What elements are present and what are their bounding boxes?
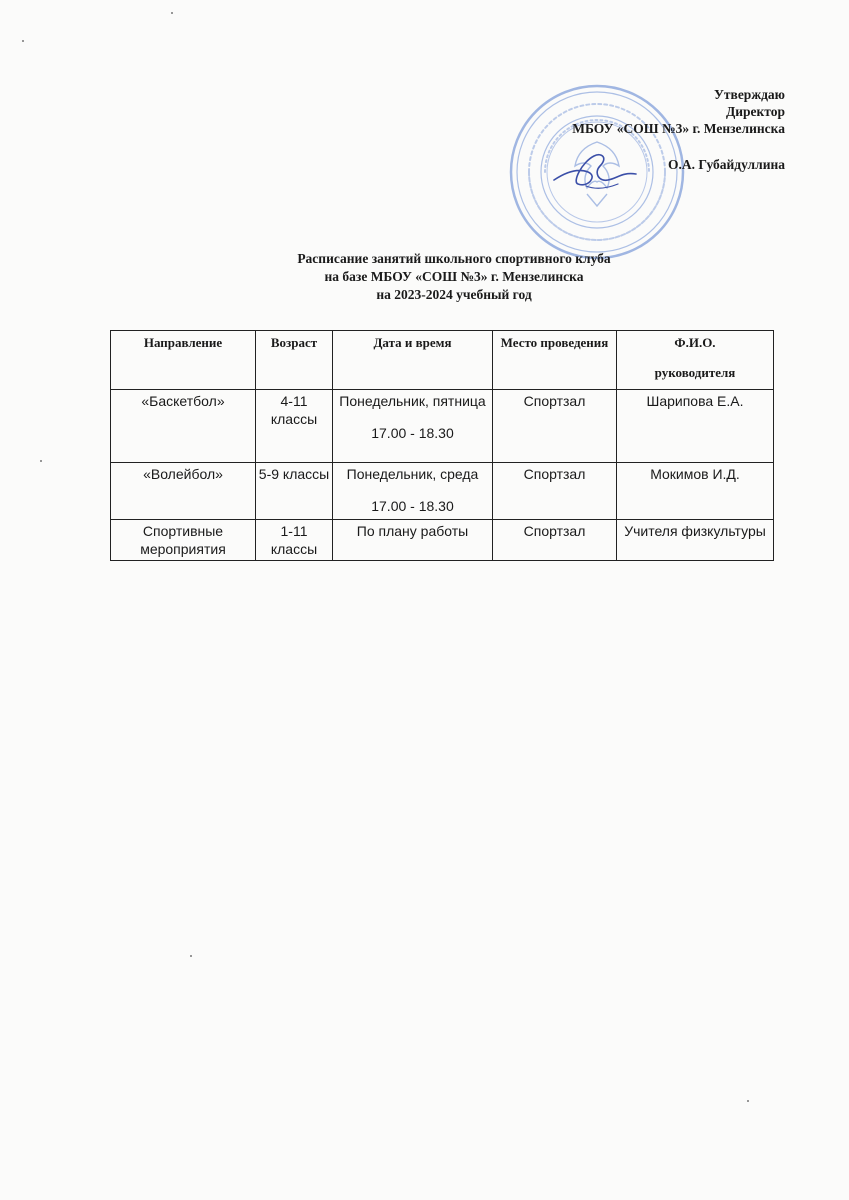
header-direction: Направление: [111, 331, 256, 390]
cell-direction: Спортивные мероприятия: [111, 520, 256, 561]
cell-datetime: [333, 463, 493, 520]
cell-time: 17.00 - 18.30: [371, 498, 454, 514]
cell-leader: Шарипова Е.А.: [617, 390, 774, 463]
table-row: [111, 463, 774, 520]
table-row: [111, 390, 774, 463]
approval-position: Директор: [725, 104, 785, 119]
cell-age: 1-11 классы: [256, 520, 333, 561]
cell-place: Спортзал: [493, 520, 617, 561]
cell-direction: «Баскетбол»: [111, 390, 256, 463]
header-datetime: Дата и время: [333, 331, 493, 390]
approval-director-name: О.А. Губайдуллина: [668, 157, 785, 172]
approval-block: [572, 86, 785, 173]
table-header-row: [111, 331, 774, 390]
title-line-3: на 2023-2024 учебный год: [376, 287, 532, 302]
schedule-table: [110, 330, 774, 561]
cell-leader: Мокимов И.Д.: [617, 463, 774, 520]
header-leader: [617, 331, 774, 390]
cell-time: 17.00 - 18.30: [371, 425, 454, 441]
cell-place: Спортзал: [493, 390, 617, 463]
scan-speck: [40, 460, 42, 462]
scan-speck: [22, 40, 24, 42]
header-leader-line-1: Ф.И.О.: [674, 335, 716, 350]
header-age: Возраст: [256, 331, 333, 390]
cell-days: Понедельник, пятница: [339, 393, 486, 409]
scan-speck: [747, 1100, 749, 1102]
cell-direction: «Волейбол»: [111, 463, 256, 520]
approval-organization: МБОУ «СОШ №3» г. Мензелинска: [572, 121, 785, 136]
cell-leader: Учителя физкультуры: [617, 520, 774, 561]
cell-days: Понедельник, среда: [346, 466, 479, 482]
header-leader-line-2: руководителя: [654, 365, 736, 380]
table-row: [111, 520, 774, 561]
cell-datetime: [333, 390, 493, 463]
document-title: [0, 250, 849, 304]
approval-label: Утверждаю: [713, 87, 785, 102]
cell-age: 4-11 классы: [256, 390, 333, 463]
header-place: Место проведения: [493, 331, 617, 390]
cell-place: Спортзал: [493, 463, 617, 520]
cell-age: 5-9 классы: [256, 463, 333, 520]
scan-speck: [171, 12, 173, 14]
cell-datetime: По плану работы: [333, 520, 493, 561]
title-line-1: Расписание занятий школьного спортивного клуба: [297, 251, 611, 266]
scan-speck: [190, 955, 192, 957]
title-line-2: на базе МБОУ «СОШ №3» г. Мензелинска: [324, 269, 584, 284]
